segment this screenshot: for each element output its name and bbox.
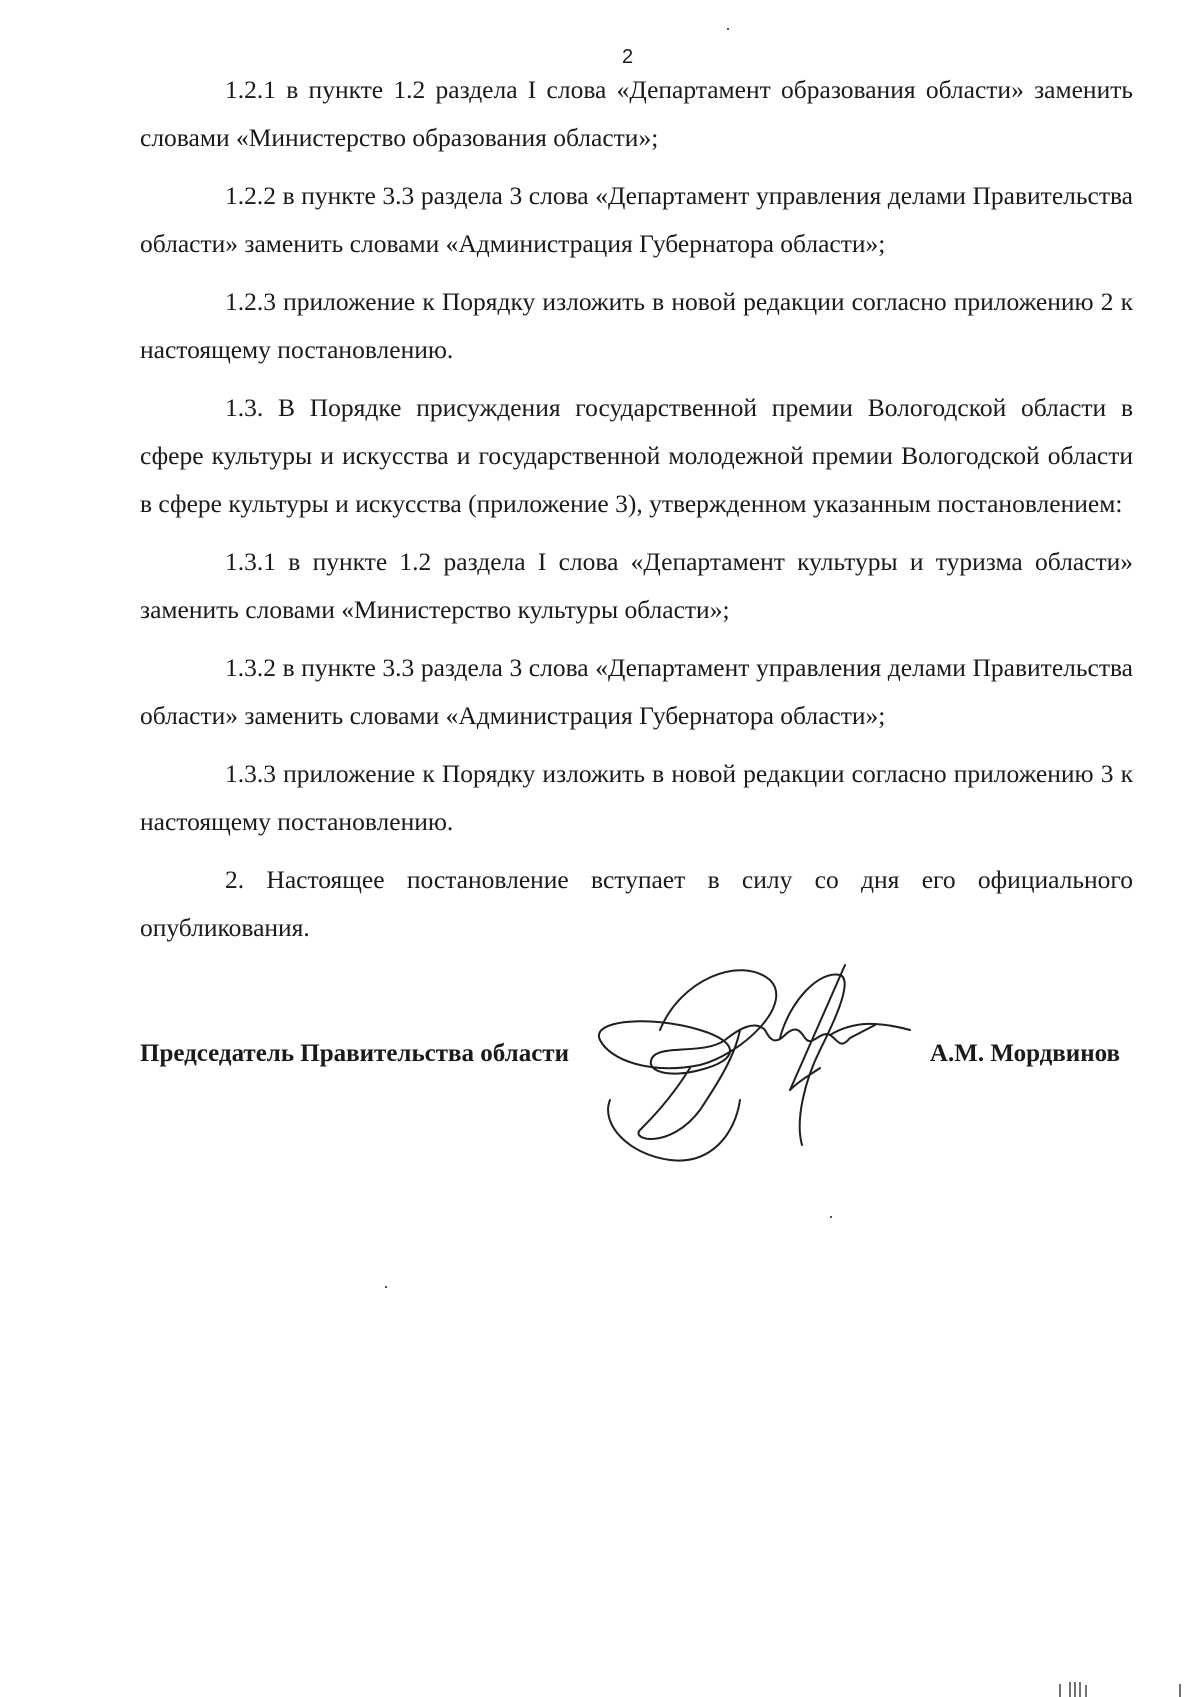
handwritten-signature <box>590 960 950 1180</box>
paragraph-1-2-3: 1.2.3 приложение к Порядку изложить в новой редакции согласно приложению 2 к настоящему постановлению. <box>140 287 1133 364</box>
signer-name: А.М. Мордвинов <box>929 1040 1120 1067</box>
page-number: 2 <box>622 46 634 68</box>
paragraph-1-2-1: 1.2.1 в пункте 1.2 раздела I слова «Департамент образования области» заменить словами «Министерство образования области»; <box>140 75 1133 152</box>
paragraph-1-3: 1.3. В Порядке присуждения государственной премии Вологодской области в сфере культуры и искусства и государственной молодежной премии Вологодской области в сфере культуры и искусства (приложение 3), утвержденном указанным постановлением: <box>140 393 1133 518</box>
paragraph-1-2-2: 1.2.2 в пункте 3.3 раздела 3 слова «Департамент управления делами Правительства области» заменить словами «Администрация Губернатора области»; <box>140 181 1133 258</box>
scan-speck <box>727 28 729 30</box>
scan-speck <box>385 1286 387 1288</box>
scan-edge-marks <box>1050 1682 1190 1697</box>
paragraph-1-3-3: 1.3.3 приложение к Порядку изложить в новой редакции согласно приложению 3 к настоящему постановлению. <box>140 759 1133 836</box>
signer-position: Председатель Правительства области <box>140 1040 569 1067</box>
document-body <box>140 66 1133 952</box>
paragraph-1-3-2: 1.3.2 в пункте 3.3 раздела 3 слова «Департамент управления делами Правительства области» заменить словами «Администрация Губернатора области»; <box>140 653 1133 730</box>
paragraph-2: 2. Настоящее постановление вступает в силу со дня его официального опубликования. <box>140 865 1133 942</box>
scan-speck <box>830 1216 832 1218</box>
paragraph-1-3-1: 1.3.1 в пункте 1.2 раздела I слова «Департамент культуры и туризма области» заменить словами «Министерство культуры области»; <box>140 547 1133 624</box>
